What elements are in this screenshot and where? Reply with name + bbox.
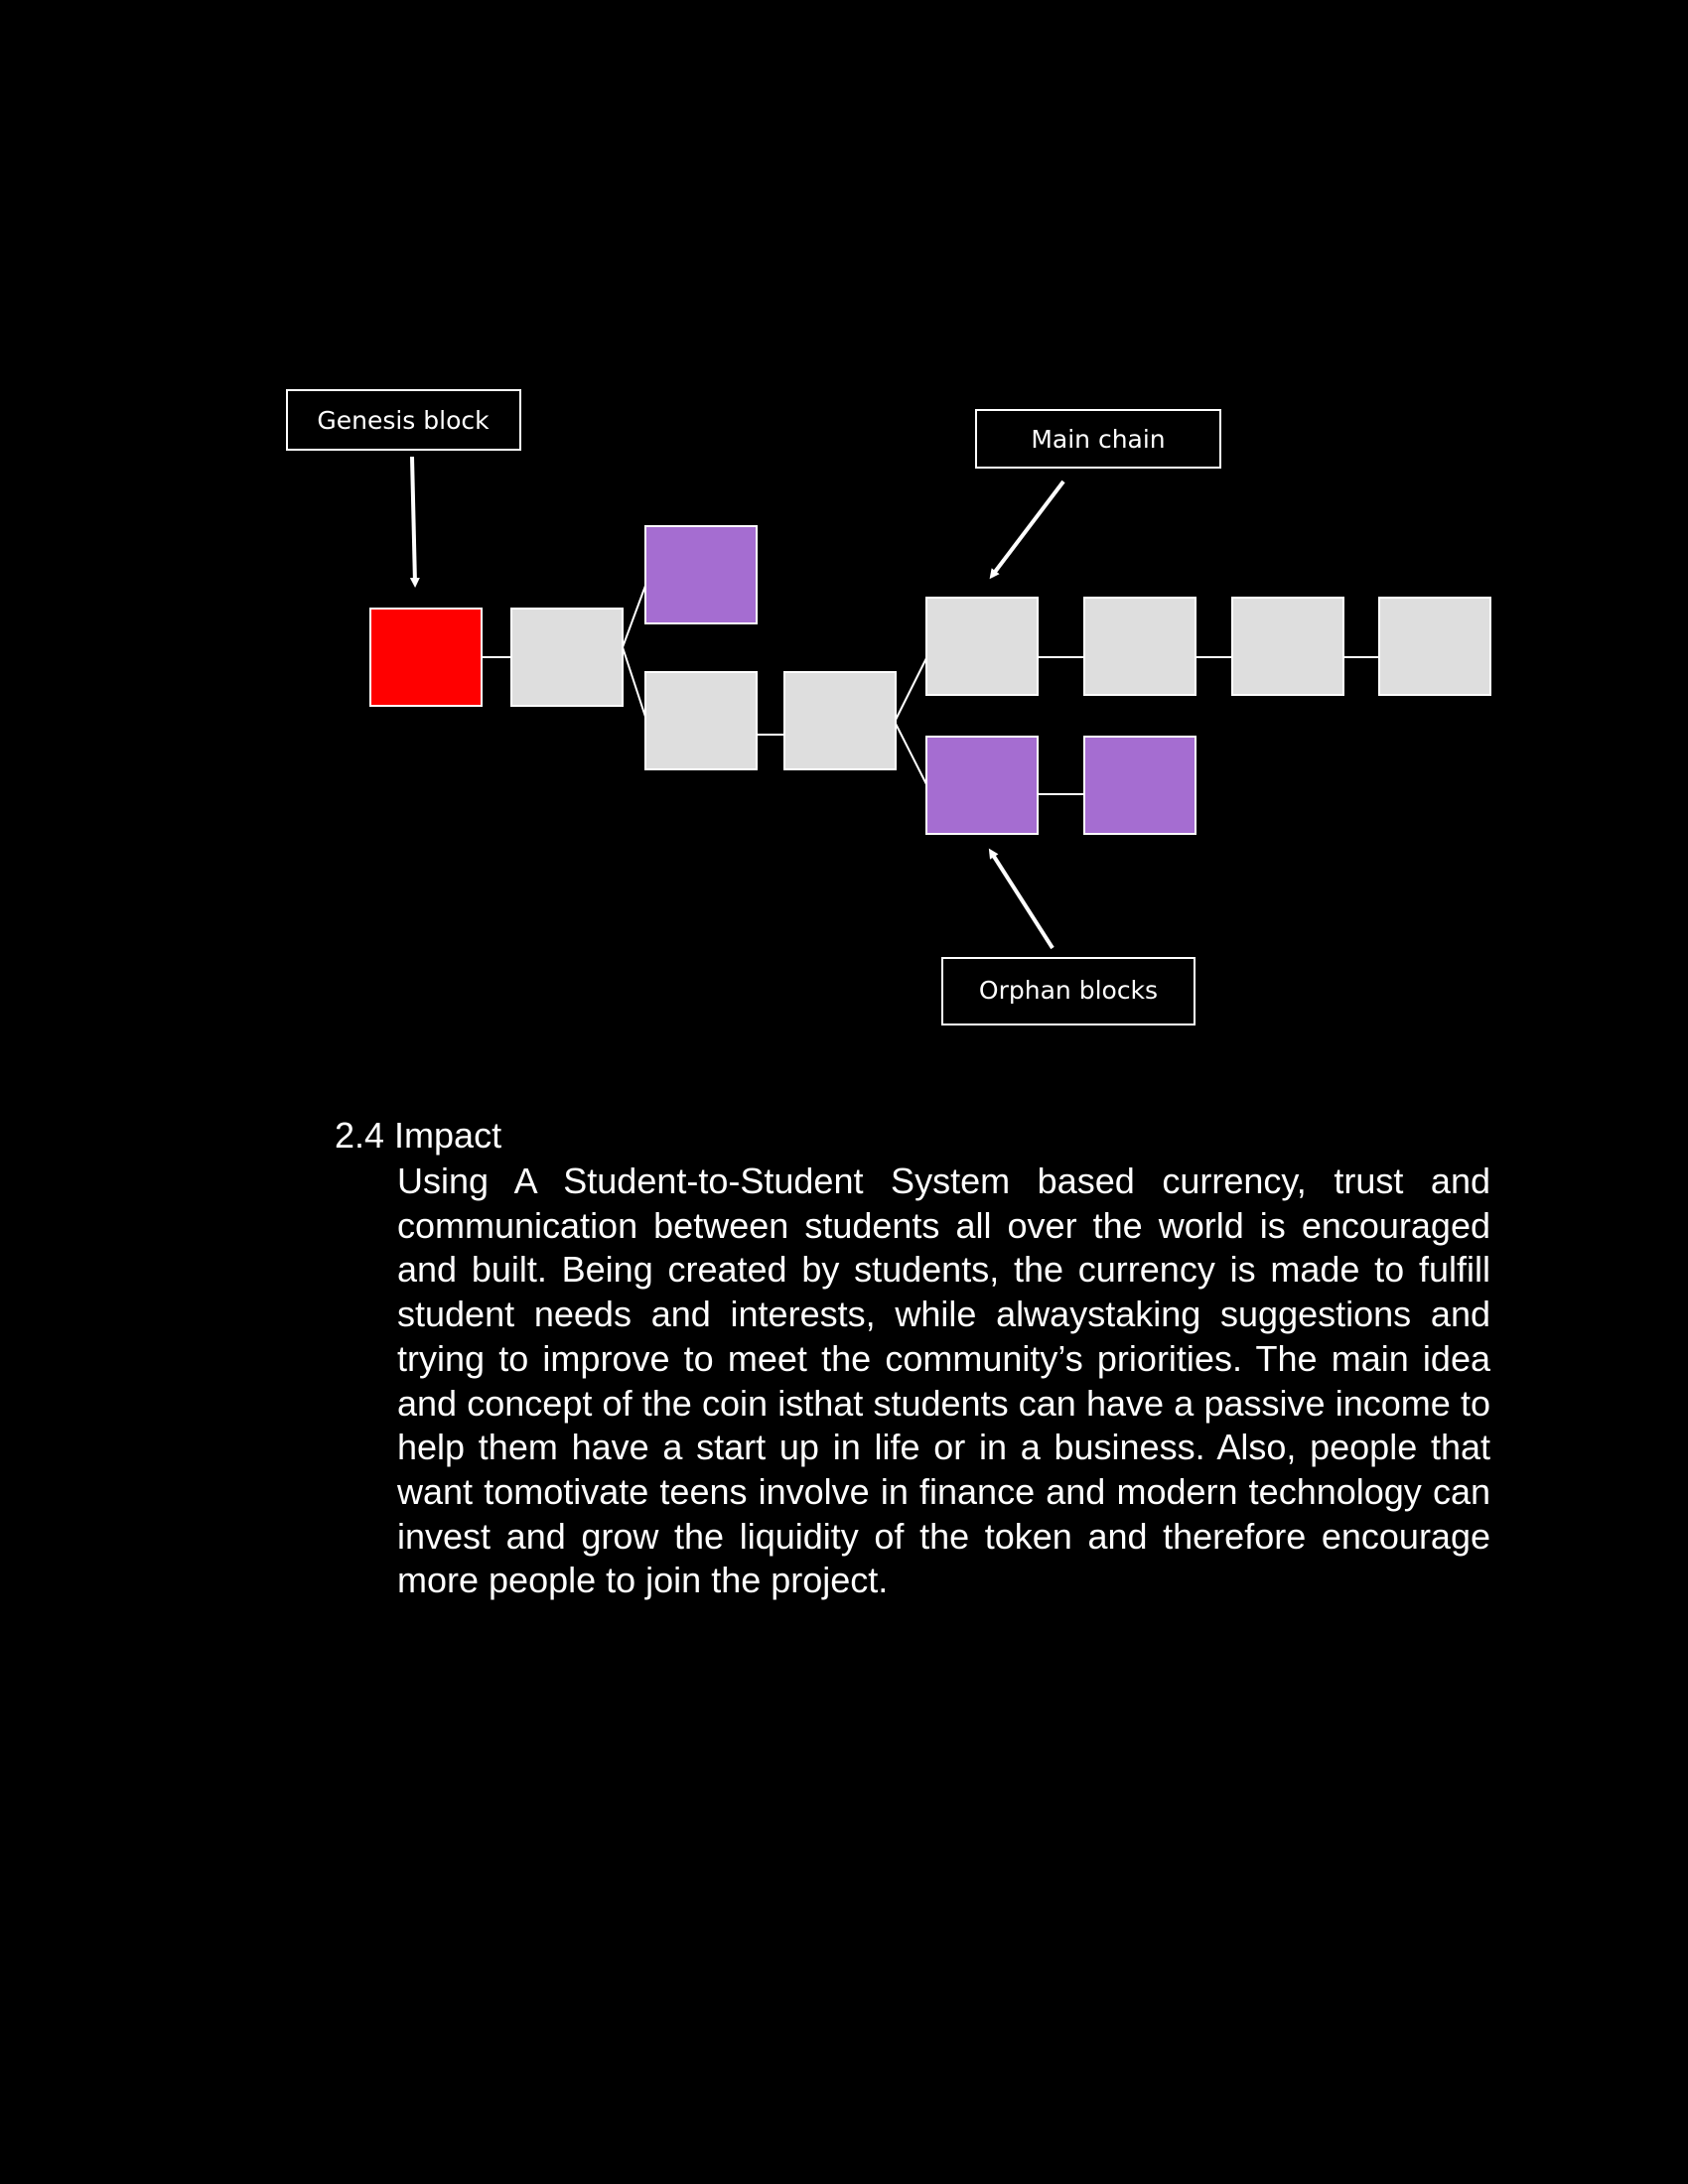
section-body: Using A Student-to-Student System based currency, trust and communication between students all over the world is encouraged and built. Being created by students, the currency is made to fulfill student needs and interests, while alwaystaking suggestions and trying to improve to meet the community’s priorities. The main idea and concept of the coin isthat students can have a passive income to help them have a start up in life or in a business. Also, people that want tomotivate teens involve in finance and modern technology can invest and grow the liquidity of the token and therefore encourage more people to join the project. (397, 1160, 1490, 1601)
main-block (1232, 598, 1343, 695)
orphan-block (926, 737, 1038, 834)
main-block (645, 672, 757, 769)
genesis-label: Genesis block (317, 406, 490, 435)
main-block (784, 672, 896, 769)
orphan-label: Orphan blocks (978, 976, 1159, 1005)
blockchain-diagram (0, 0, 1688, 1052)
orphan-arrow (991, 852, 1053, 948)
main-chain-arrow (992, 481, 1063, 576)
genesis-block (370, 609, 482, 706)
orphan-block (645, 526, 757, 623)
main-block (1379, 598, 1490, 695)
main-block (511, 609, 623, 706)
impact-section (335, 1114, 1490, 1603)
main-block (926, 598, 1038, 695)
main-chain-label: Main chain (1031, 425, 1166, 454)
section-heading: 2.4 Impact (335, 1115, 502, 1156)
main-block (1084, 598, 1196, 695)
orphan-block (1084, 737, 1196, 834)
genesis-arrow (412, 457, 415, 584)
